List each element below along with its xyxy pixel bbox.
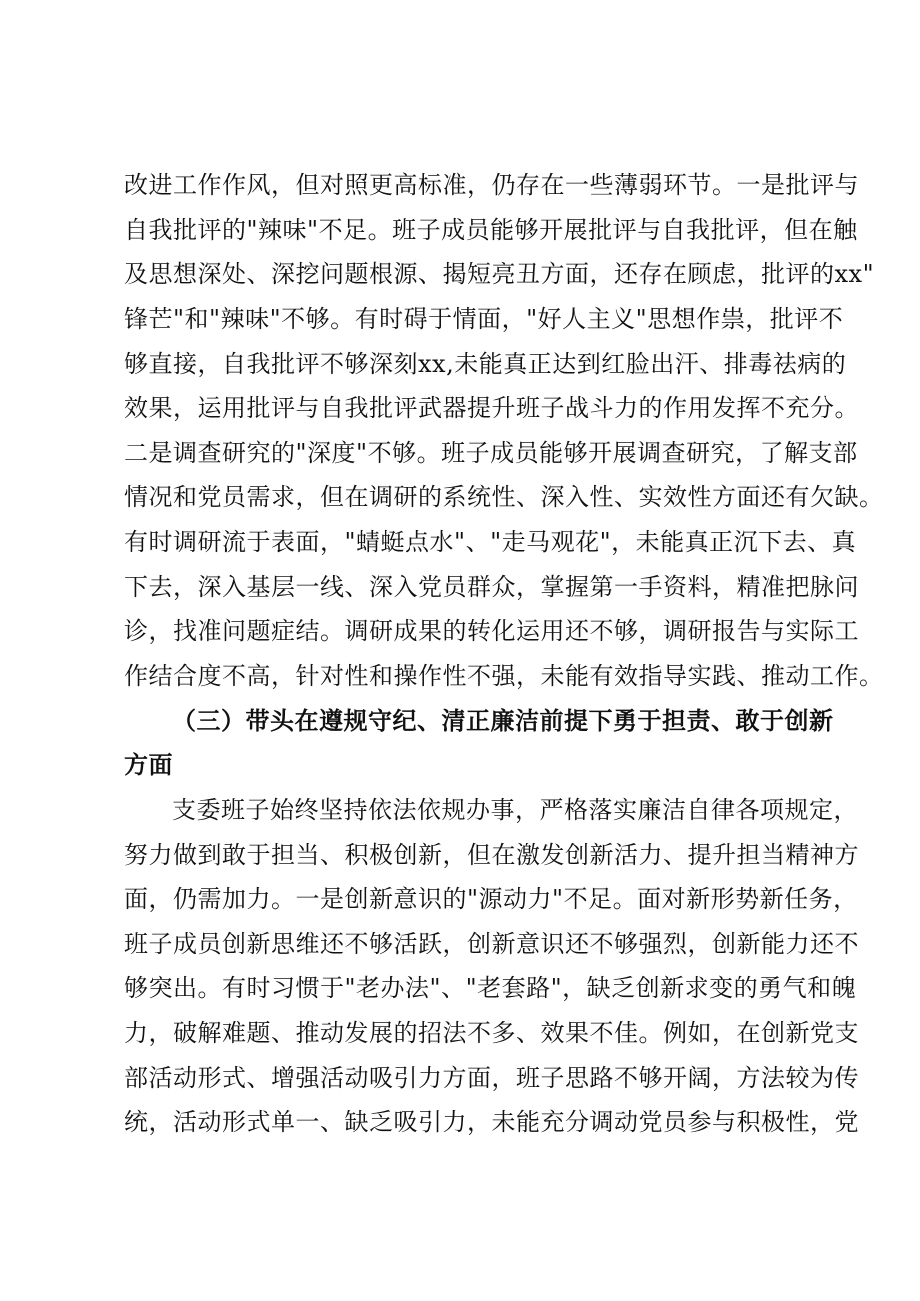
- text-line: 改进工作作风，但对照更高标准，仍存在一些薄弱环节。一是批评与: [124, 171, 859, 199]
- text-line: 锋芒"和"辣味"不够。有时碍于情面，"好人主义"思想作祟，批评不: [124, 305, 844, 333]
- text-line: 二是调查研究的"深度"不够。班子成员能够开展调查研究，了解支部: [124, 439, 858, 467]
- heading-line: 方面: [124, 750, 173, 779]
- text-line: 够突出。有时习惯于"老办法"、"老套路"，缺乏创新求变的勇气和魄: [124, 974, 857, 1002]
- text-line: 作结合度不高，针对性和操作性不强，未能有效指导实践、推动工作。: [124, 662, 884, 690]
- text-line: 统，活动形式单一、缺乏吸引力，未能充分调动党员参与积极性，党: [124, 1108, 859, 1136]
- text-line: 有时调研流于表面，"蜻蜓点水"、"走马观花"，未能真正沉下去、真: [124, 528, 857, 556]
- text-line: 力，破解难题、推动发展的招法不多、效果不佳。例如，在创新党支: [124, 1019, 859, 1047]
- text-line: 努力做到敢于担当、积极创新，但在激发创新活力、提升担当精神方: [124, 841, 859, 869]
- text-line: 效果，运用批评与自我批评武器提升班子战斗力的作用发挥不充分。: [124, 394, 859, 422]
- text-line: 及思想深处、深挖问题根源、揭短亮丑方面，还存在顾虑，批评的xx": [124, 260, 875, 288]
- text-line: 情况和党员需求，但在调研的系统性、深入性、实效性方面还有欠缺。: [124, 483, 884, 511]
- text-line: 支委班子始终坚持依法依规办事，严格落实廉洁自律各项规定，: [172, 796, 858, 824]
- text-line: 下去，深入基层一线、深入党员群众，掌握第一手资料，精准把脉问: [124, 573, 859, 601]
- text-line: 班子成员创新思维还不够活跃，创新意识还不够强烈，创新能力还不: [124, 930, 859, 958]
- text-line: 面，仍需加力。一是创新意识的"源动力"不足。面对新形势新任务，: [124, 885, 858, 913]
- text-line: 够直接，自我批评不够深刻xx,未能真正达到红脸出汗、排毒祛病的: [124, 350, 847, 378]
- text-line: 自我批评的"辣味"不足。班子成员能够开展批评与自我批评，但在触: [124, 216, 858, 244]
- text-line: 诊，找准问题症结。调研成果的转化运用还不够，调研报告与实际工: [124, 617, 859, 645]
- heading-line: （三）带头在遵规守纪、清正廉洁前提下勇于担责、敢于创新: [172, 706, 834, 735]
- text-line: 部活动形式、增强活动吸引力方面，班子思路不够开阔，方法较为传: [124, 1064, 859, 1092]
